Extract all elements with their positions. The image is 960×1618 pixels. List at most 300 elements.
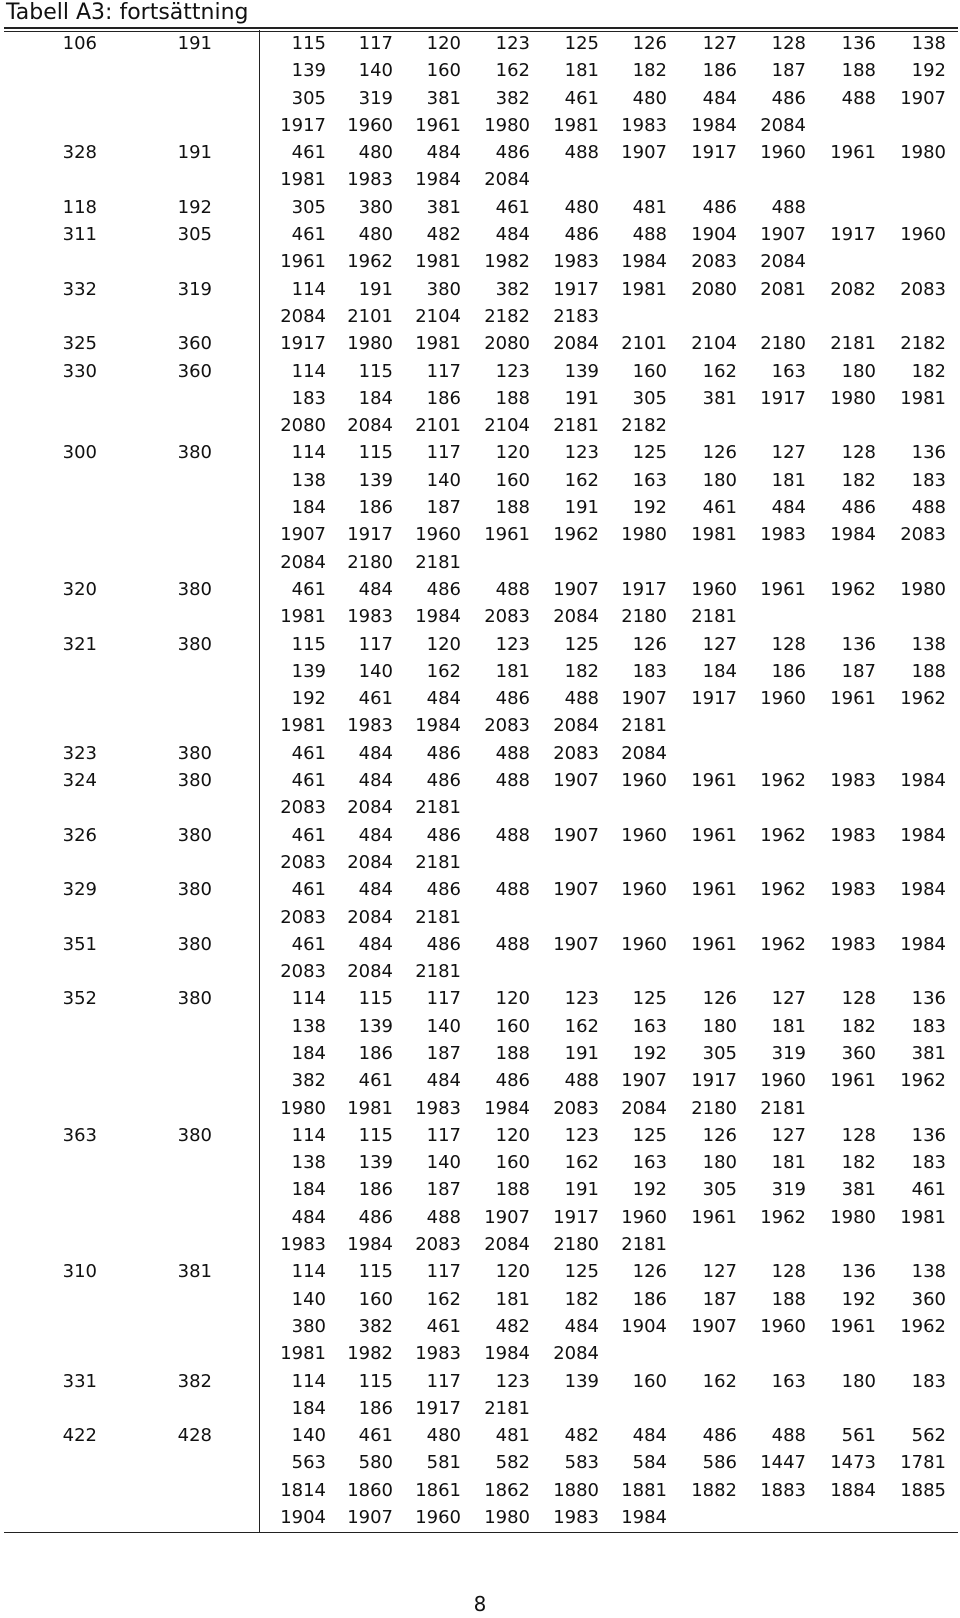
table-row bbox=[0, 849, 960, 876]
data-table bbox=[0, 30, 960, 1531]
table-cell: 138 bbox=[291, 1152, 326, 1174]
row-key-b: 305 bbox=[177, 224, 212, 246]
table-cell: 191 bbox=[564, 387, 599, 409]
row-key-b: 319 bbox=[177, 278, 212, 300]
table-cell: 486 bbox=[426, 770, 461, 792]
table-cell: 114 bbox=[291, 442, 326, 464]
table-cell: 160 bbox=[495, 1152, 530, 1174]
table-cell: 120 bbox=[495, 1261, 530, 1283]
table-cell: 1904 bbox=[691, 224, 737, 246]
table-cell: 2182 bbox=[484, 305, 530, 327]
table-cell: 1962 bbox=[900, 1070, 946, 1092]
table-cell: 461 bbox=[291, 224, 326, 246]
table-cell: 1962 bbox=[760, 1206, 806, 1228]
table-cell: 2181 bbox=[415, 961, 461, 983]
table-cell: 162 bbox=[564, 1152, 599, 1174]
table-cell: 140 bbox=[358, 660, 393, 682]
table-cell: 1917 bbox=[830, 224, 876, 246]
row-key-b: 380 bbox=[177, 879, 212, 901]
table-cell: 1983 bbox=[830, 879, 876, 901]
table-cell: 2180 bbox=[760, 333, 806, 355]
row-key-a: 352 bbox=[62, 988, 97, 1010]
table-row bbox=[0, 521, 960, 548]
table-cell: 1883 bbox=[760, 1479, 806, 1501]
table-cell: 461 bbox=[291, 742, 326, 764]
row-key-b: 191 bbox=[177, 33, 212, 54]
table-cell: 1984 bbox=[830, 524, 876, 546]
table-cell: 1862 bbox=[484, 1479, 530, 1501]
table-cell: 126 bbox=[632, 633, 667, 655]
table-row bbox=[0, 139, 960, 166]
table-cell: 461 bbox=[358, 688, 393, 710]
table-cell: 1961 bbox=[691, 933, 737, 955]
table-cell: 2084 bbox=[347, 415, 393, 437]
table-cell: 1960 bbox=[900, 224, 946, 246]
table-cell: 1980 bbox=[900, 578, 946, 600]
table-cell: 481 bbox=[495, 1425, 530, 1447]
table-cell: 2083 bbox=[553, 1097, 599, 1119]
table-cell: 183 bbox=[632, 660, 667, 682]
table-cell: 125 bbox=[632, 988, 667, 1010]
table-cell: 117 bbox=[426, 442, 461, 464]
table-cell: 1984 bbox=[415, 169, 461, 191]
table-cell: 184 bbox=[291, 1042, 326, 1064]
table-cell: 186 bbox=[702, 60, 737, 82]
table-cell: 127 bbox=[771, 1124, 806, 1146]
table-cell: 183 bbox=[291, 387, 326, 409]
table-cell: 140 bbox=[291, 1288, 326, 1310]
table-cell: 1981 bbox=[691, 524, 737, 546]
table-row bbox=[0, 549, 960, 576]
table-cell: 1961 bbox=[830, 688, 876, 710]
table-row bbox=[0, 794, 960, 821]
table-cell: 191 bbox=[564, 1179, 599, 1201]
table-cell: 1961 bbox=[691, 824, 737, 846]
table-cell: 488 bbox=[495, 933, 530, 955]
table-cell: 163 bbox=[632, 1015, 667, 1037]
table-cell: 380 bbox=[426, 278, 461, 300]
table-cell: 1907 bbox=[347, 1507, 393, 1529]
table-row bbox=[0, 1067, 960, 1094]
table-cell: 484 bbox=[426, 142, 461, 164]
table-cell: 162 bbox=[495, 60, 530, 82]
table-cell: 182 bbox=[841, 469, 876, 491]
table-cell: 123 bbox=[495, 360, 530, 382]
table-row bbox=[0, 1477, 960, 1504]
row-key-b: 380 bbox=[177, 988, 212, 1010]
table-cell: 1907 bbox=[760, 224, 806, 246]
table-cell: 484 bbox=[771, 497, 806, 519]
table-cell: 162 bbox=[426, 1288, 461, 1310]
table-cell: 1447 bbox=[760, 1452, 806, 1474]
table-cell: 1981 bbox=[900, 387, 946, 409]
table-cell: 192 bbox=[632, 1042, 667, 1064]
table-cell: 1980 bbox=[347, 333, 393, 355]
table-cell: 1907 bbox=[280, 524, 326, 546]
table-cell: 488 bbox=[771, 1425, 806, 1447]
table-cell: 484 bbox=[632, 1425, 667, 1447]
table-cell: 2080 bbox=[691, 278, 737, 300]
table-cell: 2084 bbox=[621, 742, 667, 764]
table-row bbox=[0, 85, 960, 112]
table-cell: 1960 bbox=[760, 1070, 806, 1092]
table-cell: 380 bbox=[358, 196, 393, 218]
table-cell: 180 bbox=[702, 1015, 737, 1037]
table-cell: 1983 bbox=[347, 169, 393, 191]
table-cell: 1960 bbox=[760, 142, 806, 164]
table-cell: 1961 bbox=[830, 142, 876, 164]
table-cell: 123 bbox=[495, 633, 530, 655]
table-cell: 117 bbox=[426, 1124, 461, 1146]
table-cell: 461 bbox=[291, 770, 326, 792]
table-cell: 160 bbox=[426, 60, 461, 82]
table-cell: 482 bbox=[564, 1425, 599, 1447]
table-cell: 127 bbox=[702, 1261, 737, 1283]
table-cell: 128 bbox=[771, 633, 806, 655]
row-key-a: 325 bbox=[62, 333, 97, 355]
table-cell: 1984 bbox=[415, 606, 461, 628]
table-cell: 184 bbox=[291, 1179, 326, 1201]
table-cell: 1962 bbox=[553, 524, 599, 546]
table-cell: 305 bbox=[291, 87, 326, 109]
table-row bbox=[0, 57, 960, 84]
table-cell: 191 bbox=[358, 278, 393, 300]
table-cell: 2084 bbox=[347, 797, 393, 819]
table-cell: 1781 bbox=[900, 1452, 946, 1474]
table-cell: 1983 bbox=[621, 114, 667, 136]
table-cell: 117 bbox=[426, 988, 461, 1010]
table-cell: 2083 bbox=[484, 606, 530, 628]
row-key-b: 428 bbox=[177, 1425, 212, 1447]
table-cell: 187 bbox=[702, 1288, 737, 1310]
table-cell: 305 bbox=[291, 196, 326, 218]
table-cell: 160 bbox=[358, 1288, 393, 1310]
table-cell: 181 bbox=[564, 60, 599, 82]
table-cell: 126 bbox=[702, 1124, 737, 1146]
table-cell: 117 bbox=[358, 33, 393, 54]
table-row bbox=[0, 658, 960, 685]
table-cell: 188 bbox=[911, 660, 946, 682]
table-cell: 1984 bbox=[621, 251, 667, 273]
table-cell: 1980 bbox=[900, 142, 946, 164]
row-key-b: 381 bbox=[177, 1261, 212, 1283]
table-cell: 160 bbox=[632, 360, 667, 382]
table-cell: 1960 bbox=[621, 879, 667, 901]
table-cell: 2181 bbox=[621, 1234, 667, 1256]
table-cell: 1960 bbox=[415, 524, 461, 546]
table-cell: 138 bbox=[911, 1261, 946, 1283]
table-cell: 563 bbox=[291, 1452, 326, 1474]
table-row bbox=[0, 931, 960, 958]
table-cell: 1981 bbox=[415, 251, 461, 273]
table-cell: 125 bbox=[564, 33, 599, 54]
row-key-a: 323 bbox=[62, 742, 97, 764]
table-row bbox=[0, 767, 960, 794]
table-cell: 461 bbox=[495, 196, 530, 218]
table-cell: 2180 bbox=[347, 551, 393, 573]
table-cell: 484 bbox=[358, 742, 393, 764]
table-row bbox=[0, 385, 960, 412]
table-cell: 1904 bbox=[621, 1315, 667, 1337]
table-cell: 139 bbox=[358, 1015, 393, 1037]
table-row bbox=[0, 1149, 960, 1176]
table-cell: 2181 bbox=[415, 797, 461, 819]
table-cell: 2104 bbox=[691, 333, 737, 355]
table-cell: 2181 bbox=[415, 851, 461, 873]
table-row bbox=[0, 494, 960, 521]
table-cell: 1983 bbox=[830, 933, 876, 955]
table-cell: 1917 bbox=[553, 278, 599, 300]
table-cell: 1917 bbox=[691, 1070, 737, 1092]
table-cell: 1860 bbox=[347, 1479, 393, 1501]
table-row bbox=[0, 1422, 960, 1449]
table-cell: 381 bbox=[426, 196, 461, 218]
table-cell: 1917 bbox=[691, 142, 737, 164]
table-cell: 486 bbox=[426, 824, 461, 846]
table-cell: 136 bbox=[841, 1261, 876, 1283]
table-cell: 186 bbox=[771, 660, 806, 682]
table-cell: 117 bbox=[358, 633, 393, 655]
table-cell: 1984 bbox=[484, 1343, 530, 1365]
table-cell: 187 bbox=[426, 1179, 461, 1201]
table-cell: 140 bbox=[358, 60, 393, 82]
table-cell: 128 bbox=[771, 33, 806, 54]
table-cell: 2181 bbox=[830, 333, 876, 355]
table-cell: 2181 bbox=[691, 606, 737, 628]
table-cell: 488 bbox=[632, 224, 667, 246]
table-cell: 488 bbox=[771, 196, 806, 218]
table-cell: 160 bbox=[495, 1015, 530, 1037]
table-row bbox=[0, 166, 960, 193]
table-cell: 488 bbox=[495, 824, 530, 846]
table-cell: 1961 bbox=[830, 1070, 876, 1092]
table-row bbox=[0, 958, 960, 985]
table-cell: 182 bbox=[911, 360, 946, 382]
table-cell: 480 bbox=[564, 196, 599, 218]
table-cell: 181 bbox=[495, 660, 530, 682]
table-cell: 125 bbox=[564, 633, 599, 655]
table-cell: 1961 bbox=[484, 524, 530, 546]
table-cell: 1917 bbox=[691, 688, 737, 710]
table-cell: 1983 bbox=[280, 1234, 326, 1256]
table-cell: 183 bbox=[911, 469, 946, 491]
table-cell: 2080 bbox=[484, 333, 530, 355]
table-cell: 188 bbox=[495, 1042, 530, 1064]
table-cell: 186 bbox=[358, 497, 393, 519]
table-cell: 192 bbox=[632, 497, 667, 519]
table-cell: 480 bbox=[426, 1425, 461, 1447]
table-cell: 1881 bbox=[621, 1479, 667, 1501]
table-cell: 127 bbox=[771, 988, 806, 1010]
table-cell: 1981 bbox=[415, 333, 461, 355]
table-cell: 1960 bbox=[691, 578, 737, 600]
table-cell: 319 bbox=[771, 1042, 806, 1064]
table-cell: 182 bbox=[841, 1015, 876, 1037]
table-cell: 191 bbox=[564, 497, 599, 519]
table-cell: 486 bbox=[771, 87, 806, 109]
table-cell: 1907 bbox=[553, 578, 599, 600]
table-cell: 2083 bbox=[900, 524, 946, 546]
table-cell: 461 bbox=[291, 824, 326, 846]
table-cell: 140 bbox=[291, 1425, 326, 1447]
table-cell: 114 bbox=[291, 1124, 326, 1146]
table-row bbox=[0, 1504, 960, 1531]
table-cell: 192 bbox=[291, 688, 326, 710]
table-cell: 180 bbox=[702, 1152, 737, 1174]
table-row bbox=[0, 1013, 960, 1040]
table-cell: 461 bbox=[702, 497, 737, 519]
table-cell: 1960 bbox=[347, 114, 393, 136]
table-cell: 1962 bbox=[760, 933, 806, 955]
table-cell: 183 bbox=[911, 1015, 946, 1037]
table-row bbox=[0, 1122, 960, 1149]
table-cell: 2181 bbox=[621, 715, 667, 737]
table-cell: 482 bbox=[426, 224, 461, 246]
table-row bbox=[0, 876, 960, 903]
table-cell: 1984 bbox=[415, 715, 461, 737]
table-cell: 120 bbox=[495, 442, 530, 464]
table-cell: 188 bbox=[495, 387, 530, 409]
table-cell: 138 bbox=[911, 33, 946, 54]
row-key-b: 360 bbox=[177, 360, 212, 382]
table-cell: 120 bbox=[426, 633, 461, 655]
table-cell: 120 bbox=[426, 33, 461, 54]
table-cell: 2183 bbox=[553, 305, 599, 327]
table-cell: 488 bbox=[564, 1070, 599, 1092]
table-cell: 2084 bbox=[347, 851, 393, 873]
table-cell: 1981 bbox=[280, 715, 326, 737]
table-cell: 305 bbox=[702, 1042, 737, 1064]
table-cell: 2083 bbox=[280, 906, 326, 928]
table-cell: 117 bbox=[426, 360, 461, 382]
table-cell: 188 bbox=[771, 1288, 806, 1310]
table-cell: 128 bbox=[841, 442, 876, 464]
table-cell: 486 bbox=[495, 1070, 530, 1092]
table-cell: 186 bbox=[358, 1042, 393, 1064]
table-cell: 1982 bbox=[484, 251, 530, 273]
table-cell: 136 bbox=[911, 1124, 946, 1146]
table-cell: 126 bbox=[702, 442, 737, 464]
table-cell: 319 bbox=[771, 1179, 806, 1201]
table-bottom-rule bbox=[4, 1532, 958, 1533]
row-key-b: 380 bbox=[177, 442, 212, 464]
table-cell: 188 bbox=[841, 60, 876, 82]
table-cell: 2182 bbox=[621, 415, 667, 437]
caption-label: Tabell A3 bbox=[6, 0, 106, 25]
table-cell: 2083 bbox=[280, 797, 326, 819]
row-key-a: 321 bbox=[62, 633, 97, 655]
table-cell: 1962 bbox=[760, 770, 806, 792]
table-cell: 181 bbox=[771, 1015, 806, 1037]
table-row bbox=[0, 276, 960, 303]
table-cell: 115 bbox=[358, 1370, 393, 1392]
table-cell: 181 bbox=[771, 1152, 806, 1174]
page-number: 8 bbox=[473, 1592, 487, 1616]
table-cell: 1981 bbox=[280, 1343, 326, 1365]
table-cell: 181 bbox=[771, 469, 806, 491]
table-cell: 1962 bbox=[830, 578, 876, 600]
table-cell: 182 bbox=[564, 660, 599, 682]
table-cell: 1880 bbox=[553, 1479, 599, 1501]
table-cell: 484 bbox=[426, 688, 461, 710]
table-cell: 486 bbox=[564, 224, 599, 246]
table-cell: 123 bbox=[564, 988, 599, 1010]
table-cell: 139 bbox=[291, 60, 326, 82]
table-cell: 192 bbox=[911, 60, 946, 82]
table-cell: 139 bbox=[358, 1152, 393, 1174]
table-cell: 1984 bbox=[900, 770, 946, 792]
table-cell: 480 bbox=[358, 224, 393, 246]
table-cell: 1980 bbox=[484, 1507, 530, 1529]
table-cell: 114 bbox=[291, 360, 326, 382]
table-cell: 184 bbox=[702, 660, 737, 682]
table-cell: 183 bbox=[911, 1370, 946, 1392]
table-cell: 2084 bbox=[553, 715, 599, 737]
table-cell: 180 bbox=[702, 469, 737, 491]
table-cell: 187 bbox=[841, 660, 876, 682]
table-cell: 1960 bbox=[621, 933, 667, 955]
table-cell: 1960 bbox=[621, 770, 667, 792]
table-cell: 486 bbox=[426, 933, 461, 955]
table-cell: 2084 bbox=[553, 333, 599, 355]
table-cell: 186 bbox=[358, 1397, 393, 1419]
table-cell: 114 bbox=[291, 1261, 326, 1283]
table-cell: 139 bbox=[358, 469, 393, 491]
table-cell: 1984 bbox=[900, 879, 946, 901]
table-cell: 115 bbox=[358, 360, 393, 382]
table-cell: 1962 bbox=[900, 688, 946, 710]
table-cell: 2101 bbox=[621, 333, 667, 355]
table-cell: 184 bbox=[358, 387, 393, 409]
table-cell: 123 bbox=[495, 33, 530, 54]
table-row bbox=[0, 412, 960, 439]
table-cell: 1907 bbox=[484, 1206, 530, 1228]
table-cell: 319 bbox=[358, 87, 393, 109]
table-cell: 488 bbox=[426, 1206, 461, 1228]
table-cell: 123 bbox=[495, 1370, 530, 1392]
row-key-b: 380 bbox=[177, 578, 212, 600]
table-cell: 1983 bbox=[347, 606, 393, 628]
table-cell: 486 bbox=[702, 1425, 737, 1447]
table-cell: 1960 bbox=[621, 1206, 667, 1228]
table-cell: 1960 bbox=[760, 688, 806, 710]
table-cell: 1984 bbox=[484, 1097, 530, 1119]
table-cell: 486 bbox=[702, 196, 737, 218]
table-cell: 115 bbox=[291, 33, 326, 54]
table-cell: 183 bbox=[911, 1152, 946, 1174]
table-cell: 162 bbox=[702, 360, 737, 382]
table-cell: 136 bbox=[911, 442, 946, 464]
table-cell: 484 bbox=[564, 1315, 599, 1337]
table-cell: 115 bbox=[358, 442, 393, 464]
table-row bbox=[0, 1258, 960, 1285]
table-cell: 1981 bbox=[900, 1206, 946, 1228]
table-cell: 1961 bbox=[830, 1315, 876, 1337]
table-cell: 1885 bbox=[900, 1479, 946, 1501]
row-key-a: 332 bbox=[62, 278, 97, 300]
table-cell: 1984 bbox=[691, 114, 737, 136]
table-row bbox=[0, 194, 960, 221]
table-cell: 140 bbox=[426, 1152, 461, 1174]
table-cell: 382 bbox=[495, 87, 530, 109]
table-cell: 2181 bbox=[415, 551, 461, 573]
table-cell: 182 bbox=[564, 1288, 599, 1310]
table-cell: 163 bbox=[632, 469, 667, 491]
table-cell: 484 bbox=[702, 87, 737, 109]
table-cell: 117 bbox=[426, 1261, 461, 1283]
row-key-b: 360 bbox=[177, 333, 212, 355]
row-key-a: 331 bbox=[62, 1370, 97, 1392]
